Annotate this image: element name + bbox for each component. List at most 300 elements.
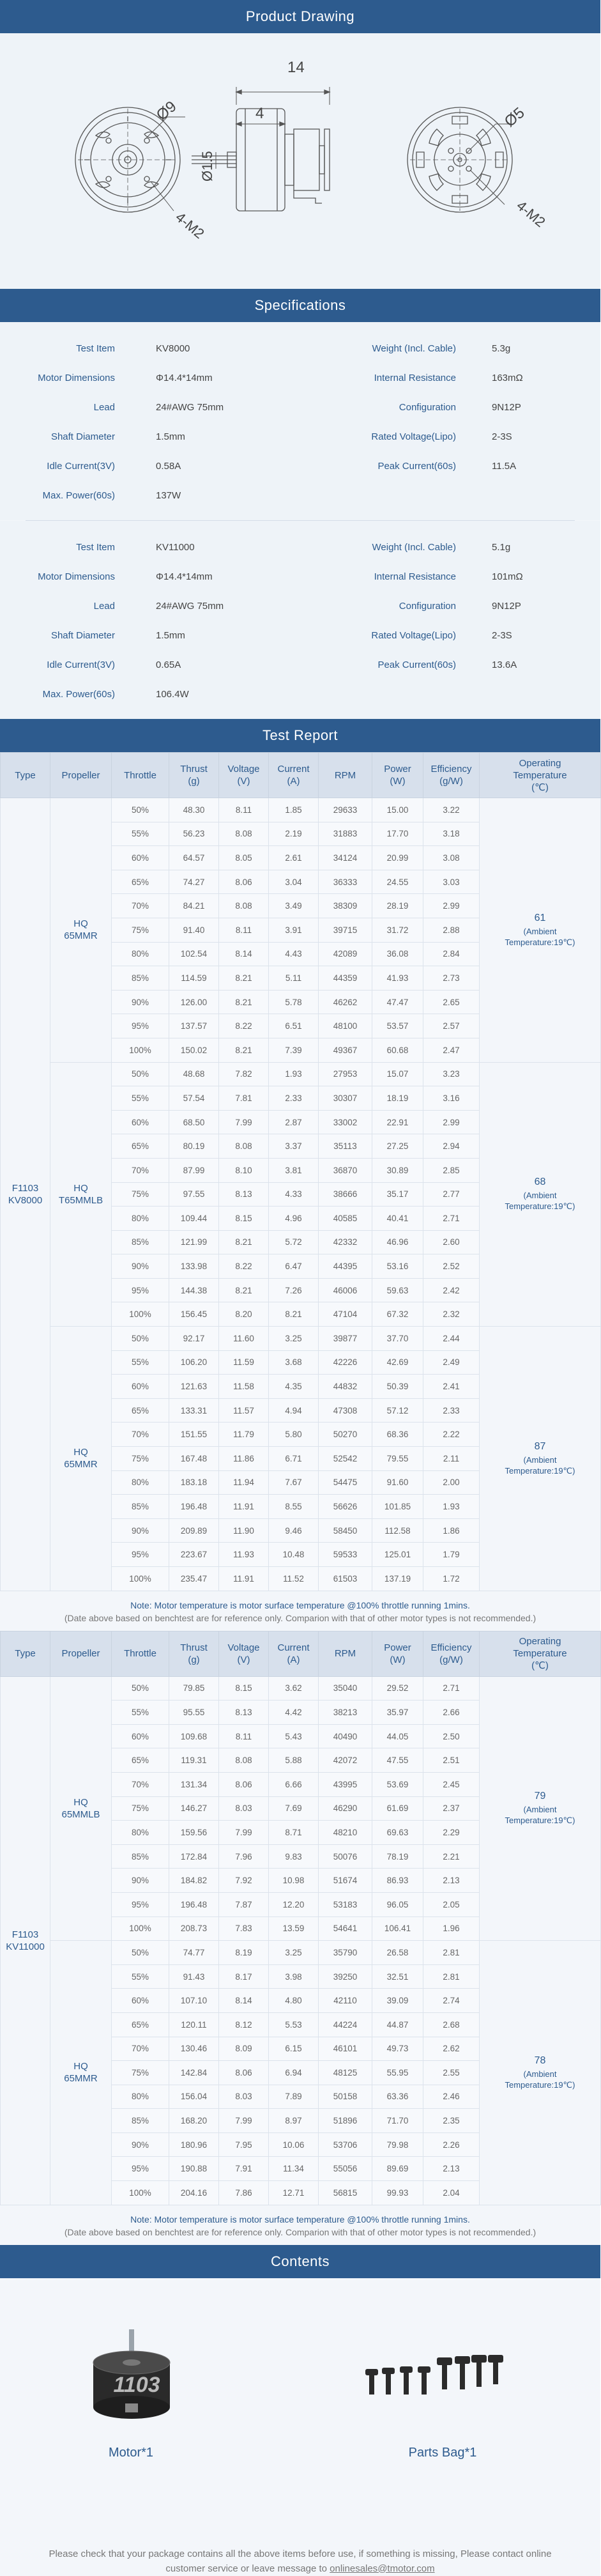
data-cell: 8.17 bbox=[219, 1964, 269, 1989]
data-cell: 1.93 bbox=[423, 1495, 480, 1519]
data-cell: 36.08 bbox=[372, 942, 423, 966]
data-cell: 47.55 bbox=[372, 1748, 423, 1773]
data-cell: 2.77 bbox=[423, 1182, 480, 1207]
data-cell: 47104 bbox=[319, 1302, 372, 1327]
data-cell: 7.39 bbox=[269, 1038, 319, 1062]
data-cell: 35113 bbox=[319, 1134, 372, 1159]
spec-key: Test Item bbox=[76, 541, 115, 553]
column-header: RPM bbox=[319, 1631, 372, 1676]
data-cell: 31.72 bbox=[372, 918, 423, 942]
data-cell: 8.15 bbox=[219, 1207, 269, 1231]
data-cell: 40585 bbox=[319, 1207, 372, 1231]
data-cell: 1.79 bbox=[423, 1543, 480, 1567]
data-cell: 7.82 bbox=[219, 1062, 269, 1086]
data-cell: 69.63 bbox=[372, 1821, 423, 1845]
data-cell: 60.68 bbox=[372, 1038, 423, 1062]
data-cell: 80% bbox=[112, 1821, 169, 1845]
data-cell: 24.55 bbox=[372, 870, 423, 894]
data-cell: 4.35 bbox=[269, 1375, 319, 1399]
data-cell: 8.05 bbox=[219, 846, 269, 870]
data-cell: 101.85 bbox=[372, 1495, 423, 1519]
data-cell: 11.34 bbox=[269, 2157, 319, 2181]
data-cell: 74.77 bbox=[169, 1941, 219, 1965]
data-cell: 2.73 bbox=[423, 966, 480, 991]
data-cell: 54641 bbox=[319, 1917, 372, 1941]
data-cell: 96.05 bbox=[372, 1892, 423, 1917]
data-cell: 10.98 bbox=[269, 1869, 319, 1893]
data-cell: 5.88 bbox=[269, 1748, 319, 1773]
column-header: Propeller bbox=[50, 753, 112, 798]
data-cell: 38666 bbox=[319, 1182, 372, 1207]
data-cell: 8.14 bbox=[219, 1989, 269, 2013]
data-cell: 44224 bbox=[319, 2012, 372, 2037]
spec-value: 0.58A bbox=[156, 460, 181, 472]
data-cell: 2.21 bbox=[423, 1844, 480, 1869]
data-cell: 2.65 bbox=[423, 990, 480, 1014]
data-cell: 91.60 bbox=[372, 1470, 423, 1495]
data-cell: 80.19 bbox=[169, 1134, 219, 1159]
spec-value: KV11000 bbox=[156, 541, 195, 553]
data-cell: 50% bbox=[112, 1941, 169, 1965]
data-cell: 126.00 bbox=[169, 990, 219, 1014]
spec-row bbox=[0, 591, 600, 621]
data-cell: 172.84 bbox=[169, 1844, 219, 1869]
data-cell: 42089 bbox=[319, 942, 372, 966]
spec-value: 137W bbox=[156, 490, 181, 501]
data-cell: 3.81 bbox=[269, 1158, 319, 1182]
table-row bbox=[1, 798, 601, 822]
table-row bbox=[1, 1062, 601, 1086]
data-cell: 1.86 bbox=[423, 1518, 480, 1543]
test-note-line2: (Date above based on benchtest are for reference only. Comparion with that of other motor types is not recommended.) bbox=[64, 1612, 536, 1623]
data-cell: 3.03 bbox=[423, 870, 480, 894]
data-cell: 2.62 bbox=[423, 2037, 480, 2061]
data-cell: 79.85 bbox=[169, 1676, 219, 1701]
data-cell: 85% bbox=[112, 966, 169, 991]
spec-key: Idle Current(3V) bbox=[47, 659, 115, 670]
data-cell: 95% bbox=[112, 1543, 169, 1567]
data-cell: 184.82 bbox=[169, 1869, 219, 1893]
data-cell: 22.91 bbox=[372, 1110, 423, 1134]
dim-label-d1-5: Ø1.5 bbox=[199, 151, 215, 181]
column-header: Efficiency (g/W) bbox=[423, 1631, 480, 1676]
test-note-line2: (Date above based on benchtest are for reference only. Comparion with that of other motor types is not recommended.) bbox=[64, 2226, 536, 2237]
data-cell: 79.98 bbox=[372, 2133, 423, 2157]
data-cell: 59533 bbox=[319, 1543, 372, 1567]
data-cell: 42332 bbox=[319, 1230, 372, 1254]
data-cell: 100% bbox=[112, 2181, 169, 2205]
data-cell: 74.27 bbox=[169, 870, 219, 894]
test-note-line1: Note: Motor temperature is motor surface temperature @100% throttle running 1mins. bbox=[130, 2214, 470, 2225]
data-cell: 100% bbox=[112, 1302, 169, 1327]
data-cell: 27953 bbox=[319, 1062, 372, 1086]
data-cell: 3.98 bbox=[269, 1964, 319, 1989]
data-cell: 35.97 bbox=[372, 1701, 423, 1725]
data-cell: 35790 bbox=[319, 1941, 372, 1965]
data-cell: 130.46 bbox=[169, 2037, 219, 2061]
data-cell: 38213 bbox=[319, 1701, 372, 1725]
data-cell: 2.46 bbox=[423, 2085, 480, 2109]
data-cell: 95% bbox=[112, 1014, 169, 1038]
data-cell: 52542 bbox=[319, 1447, 372, 1471]
data-cell: 2.29 bbox=[423, 1821, 480, 1845]
data-cell: 42.69 bbox=[372, 1350, 423, 1375]
spec-row bbox=[0, 334, 600, 363]
data-cell: 8.21 bbox=[219, 966, 269, 991]
data-cell: 2.33 bbox=[423, 1398, 480, 1423]
data-cell: 5.80 bbox=[269, 1423, 319, 1447]
test-note bbox=[0, 2205, 600, 2245]
motor-type-cell: F1103 KV11000 bbox=[1, 1676, 50, 2205]
spec-key: Idle Current(3V) bbox=[47, 460, 115, 472]
data-cell: 121.99 bbox=[169, 1230, 219, 1254]
data-cell: 7.99 bbox=[219, 2109, 269, 2133]
data-cell: 150.02 bbox=[169, 1038, 219, 1062]
data-cell: 36870 bbox=[319, 1158, 372, 1182]
data-cell: 3.08 bbox=[423, 846, 480, 870]
ambient-note: (Ambient Temperature:19℃) bbox=[505, 1454, 575, 1476]
data-cell: 85% bbox=[112, 1230, 169, 1254]
data-cell: 109.44 bbox=[169, 1207, 219, 1231]
column-header: Type bbox=[1, 753, 50, 798]
spec-value: Φ14.4*14mm bbox=[156, 571, 213, 582]
data-cell: 60% bbox=[112, 1110, 169, 1134]
data-cell: 56815 bbox=[319, 2181, 372, 2205]
data-cell: 11.91 bbox=[219, 1567, 269, 1591]
temperature-value: 79 bbox=[534, 1791, 546, 1802]
data-cell: 48125 bbox=[319, 2061, 372, 2085]
data-cell: 6.47 bbox=[269, 1254, 319, 1279]
data-cell: 12.20 bbox=[269, 1892, 319, 1917]
data-cell: 109.68 bbox=[169, 1724, 219, 1748]
data-cell: 2.99 bbox=[423, 1110, 480, 1134]
column-header: RPM bbox=[319, 753, 372, 798]
data-cell: 17.70 bbox=[372, 822, 423, 846]
column-header: Operating Temperature (℃) bbox=[480, 753, 601, 798]
data-cell: 30307 bbox=[319, 1086, 372, 1111]
data-cell: 70% bbox=[112, 1772, 169, 1796]
spec-key: Shaft Diameter bbox=[50, 431, 115, 442]
spec-key: Shaft Diameter bbox=[50, 629, 115, 641]
data-cell: 8.20 bbox=[219, 1302, 269, 1327]
column-header: Throttle bbox=[112, 753, 169, 798]
data-cell: 39715 bbox=[319, 918, 372, 942]
data-cell: 75% bbox=[112, 1447, 169, 1471]
spec-row bbox=[0, 532, 600, 562]
data-cell: 48.30 bbox=[169, 798, 219, 822]
data-cell: 3.25 bbox=[269, 1327, 319, 1351]
data-cell: 91.40 bbox=[169, 918, 219, 942]
data-cell: 44395 bbox=[319, 1254, 372, 1279]
data-cell: 8.11 bbox=[219, 798, 269, 822]
spec-key: Lead bbox=[93, 401, 115, 413]
data-cell: 60% bbox=[112, 846, 169, 870]
spec-value: 9N12P bbox=[492, 401, 521, 413]
data-cell: 8.08 bbox=[219, 1748, 269, 1773]
data-cell: 6.51 bbox=[269, 1014, 319, 1038]
temperature-cell bbox=[480, 1327, 601, 1591]
column-header: Thrust (g) bbox=[169, 1631, 219, 1676]
data-cell: 125.01 bbox=[372, 1543, 423, 1567]
data-cell: 80% bbox=[112, 942, 169, 966]
spec-value: 9N12P bbox=[492, 600, 521, 612]
parts-bag-label: Parts Bag*1 bbox=[408, 2445, 477, 2460]
data-cell: 2.94 bbox=[423, 1134, 480, 1159]
data-cell: 51896 bbox=[319, 2109, 372, 2133]
temperature-value: 78 bbox=[534, 2055, 546, 2066]
data-cell: 100% bbox=[112, 1567, 169, 1591]
data-cell: 91.43 bbox=[169, 1964, 219, 1989]
data-cell: 4.96 bbox=[269, 1207, 319, 1231]
spec-value: Φ14.4*14mm bbox=[156, 372, 213, 383]
temperature-cell bbox=[480, 1676, 601, 1941]
data-cell: 5.53 bbox=[269, 2012, 319, 2037]
data-cell: 15.00 bbox=[372, 798, 423, 822]
data-cell: 7.89 bbox=[269, 2085, 319, 2109]
data-cell: 2.61 bbox=[269, 846, 319, 870]
data-cell: 59.63 bbox=[372, 1278, 423, 1302]
data-cell: 2.00 bbox=[423, 1470, 480, 1495]
data-cell: 8.13 bbox=[219, 1701, 269, 1725]
spec-key: Weight (Incl. Cable) bbox=[372, 343, 456, 354]
spec-key: Rated Voltage(Lipo) bbox=[371, 431, 456, 442]
data-cell: 90% bbox=[112, 1254, 169, 1279]
data-cell: 61.69 bbox=[372, 1796, 423, 1821]
data-cell: 156.04 bbox=[169, 2085, 219, 2109]
data-cell: 142.84 bbox=[169, 2061, 219, 2085]
data-cell: 34124 bbox=[319, 846, 372, 870]
data-cell: 8.11 bbox=[219, 918, 269, 942]
table-row bbox=[1, 1941, 601, 1965]
data-cell: 7.67 bbox=[269, 1470, 319, 1495]
data-cell: 2.47 bbox=[423, 1038, 480, 1062]
data-cell: 208.73 bbox=[169, 1917, 219, 1941]
data-cell: 6.66 bbox=[269, 1772, 319, 1796]
dim-label-4m2-left: 4-M2 bbox=[172, 208, 208, 242]
data-cell: 121.63 bbox=[169, 1375, 219, 1399]
spec-row bbox=[0, 679, 600, 709]
data-cell: 144.38 bbox=[169, 1278, 219, 1302]
spec-value: 5.3g bbox=[492, 343, 511, 354]
motor-bottom-view bbox=[75, 107, 185, 212]
column-header: Power (W) bbox=[372, 1631, 423, 1676]
data-cell: 2.88 bbox=[423, 918, 480, 942]
data-cell: 2.81 bbox=[423, 1964, 480, 1989]
spec-key: Weight (Incl. Cable) bbox=[372, 541, 456, 553]
data-cell: 36333 bbox=[319, 870, 372, 894]
data-cell: 86.93 bbox=[372, 1869, 423, 1893]
data-cell: 8.15 bbox=[219, 1676, 269, 1701]
data-cell: 2.49 bbox=[423, 1350, 480, 1375]
dim-label-4m2-right: 4-M2 bbox=[514, 197, 549, 231]
data-cell: 90% bbox=[112, 1869, 169, 1893]
data-cell: 2.42 bbox=[423, 1278, 480, 1302]
data-cell: 2.85 bbox=[423, 1158, 480, 1182]
data-cell: 27.25 bbox=[372, 1134, 423, 1159]
data-cell: 47.47 bbox=[372, 990, 423, 1014]
test-note bbox=[0, 1591, 600, 1631]
data-cell: 137.19 bbox=[372, 1567, 423, 1591]
spec-value: 106.4W bbox=[156, 688, 189, 700]
data-cell: 100% bbox=[112, 1917, 169, 1941]
data-cell: 89.69 bbox=[372, 2157, 423, 2181]
data-cell: 65% bbox=[112, 870, 169, 894]
data-cell: 180.96 bbox=[169, 2133, 219, 2157]
data-cell: 47308 bbox=[319, 1398, 372, 1423]
data-cell: 67.32 bbox=[372, 1302, 423, 1327]
data-cell: 70% bbox=[112, 894, 169, 918]
data-cell: 40490 bbox=[319, 1724, 372, 1748]
spec-row bbox=[0, 422, 600, 451]
dim-label-14: 14 bbox=[287, 59, 305, 76]
data-cell: 2.51 bbox=[423, 1748, 480, 1773]
data-cell: 7.99 bbox=[219, 1110, 269, 1134]
data-cell: 119.31 bbox=[169, 1748, 219, 1773]
data-cell: 5.43 bbox=[269, 1724, 319, 1748]
data-cell: 44.05 bbox=[372, 1724, 423, 1748]
data-cell: 49367 bbox=[319, 1038, 372, 1062]
data-cell: 3.23 bbox=[423, 1062, 480, 1086]
column-header: Operating Temperature (℃) bbox=[480, 1631, 601, 1676]
ambient-note: (Ambient Temperature:19℃) bbox=[505, 2069, 575, 2090]
data-cell: 8.03 bbox=[219, 1796, 269, 1821]
data-cell: 2.32 bbox=[423, 1302, 480, 1327]
column-header: Throttle bbox=[112, 1631, 169, 1676]
data-cell: 41.93 bbox=[372, 966, 423, 991]
data-cell: 95% bbox=[112, 1278, 169, 1302]
data-cell: 8.08 bbox=[219, 1134, 269, 1159]
spec-key: Internal Resistance bbox=[374, 372, 456, 383]
parts-bag-image bbox=[365, 2355, 503, 2395]
data-cell: 70% bbox=[112, 1423, 169, 1447]
data-cell: 13.59 bbox=[269, 1917, 319, 1941]
data-cell: 35040 bbox=[319, 1676, 372, 1701]
motor-type-cell: F1103 KV8000 bbox=[1, 798, 50, 1591]
spec-value: 101mΩ bbox=[492, 571, 523, 582]
test-note-line1: Note: Motor temperature is motor surface temperature @100% throttle running 1mins. bbox=[130, 1600, 470, 1610]
footer-text-line1: Please check that your package contains all the above items before use, if something is missing, Please contact online bbox=[49, 2548, 552, 2559]
spec-value: KV8000 bbox=[156, 343, 190, 354]
data-cell: 4.94 bbox=[269, 1398, 319, 1423]
data-cell: 65% bbox=[112, 1748, 169, 1773]
data-cell: 10.06 bbox=[269, 2133, 319, 2157]
data-cell: 28.19 bbox=[372, 894, 423, 918]
spec-value: 24#AWG 75mm bbox=[156, 600, 224, 612]
data-cell: 3.62 bbox=[269, 1676, 319, 1701]
data-cell: 107.10 bbox=[169, 1989, 219, 2013]
data-cell: 70% bbox=[112, 2037, 169, 2061]
data-cell: 35.17 bbox=[372, 1182, 423, 1207]
data-cell: 2.05 bbox=[423, 1892, 480, 1917]
data-cell: 2.26 bbox=[423, 2133, 480, 2157]
column-header: Propeller bbox=[50, 1631, 112, 1676]
spec-value: 163mΩ bbox=[492, 372, 523, 383]
data-cell: 48210 bbox=[319, 1821, 372, 1845]
dim-label-d5: Ø5 bbox=[501, 104, 528, 131]
package-contents bbox=[0, 2278, 600, 2534]
data-cell: 79.55 bbox=[372, 1447, 423, 1471]
data-cell: 7.69 bbox=[269, 1796, 319, 1821]
spec-key: Internal Resistance bbox=[374, 571, 456, 582]
contact-email-link[interactable]: onlinesales@tmotor.com bbox=[330, 2563, 435, 2574]
column-header: Voltage (V) bbox=[219, 1631, 269, 1676]
data-cell: 7.87 bbox=[219, 1892, 269, 1917]
data-cell: 4.43 bbox=[269, 942, 319, 966]
spec-value: 2-3S bbox=[492, 629, 512, 641]
spec-key: Configuration bbox=[399, 401, 456, 413]
table-row bbox=[1, 1327, 601, 1351]
data-cell: 92.17 bbox=[169, 1327, 219, 1351]
data-cell: 8.19 bbox=[219, 1941, 269, 1965]
data-cell: 75% bbox=[112, 2061, 169, 2085]
data-cell: 33002 bbox=[319, 1110, 372, 1134]
data-cell: 42072 bbox=[319, 1748, 372, 1773]
data-cell: 204.16 bbox=[169, 2181, 219, 2205]
propeller-cell: HQ 65MMR bbox=[50, 798, 112, 1063]
data-cell: 44832 bbox=[319, 1375, 372, 1399]
data-cell: 6.71 bbox=[269, 1447, 319, 1471]
spec-row bbox=[0, 392, 600, 422]
test-table bbox=[0, 1631, 601, 2205]
data-cell: 50.39 bbox=[372, 1375, 423, 1399]
data-cell: 8.55 bbox=[269, 1495, 319, 1519]
spec-key: Configuration bbox=[399, 600, 456, 612]
data-cell: 68.36 bbox=[372, 1423, 423, 1447]
data-cell: 7.81 bbox=[219, 1086, 269, 1111]
data-cell: 65% bbox=[112, 1398, 169, 1423]
data-cell: 18.19 bbox=[372, 1086, 423, 1111]
data-cell: 55056 bbox=[319, 2157, 372, 2181]
temperature-cell bbox=[480, 1062, 601, 1327]
data-cell: 55% bbox=[112, 822, 169, 846]
data-cell: 55% bbox=[112, 1350, 169, 1375]
data-cell: 120.11 bbox=[169, 2012, 219, 2037]
data-cell: 56626 bbox=[319, 1495, 372, 1519]
spec-value: 13.6A bbox=[492, 659, 517, 670]
data-cell: 63.36 bbox=[372, 2085, 423, 2109]
spec-key: Test Item bbox=[76, 343, 115, 354]
section-header-specifications: Specifications bbox=[0, 289, 600, 322]
data-cell: 4.42 bbox=[269, 1701, 319, 1725]
data-cell: 3.68 bbox=[269, 1350, 319, 1375]
data-cell: 8.21 bbox=[219, 1278, 269, 1302]
data-cell: 106.41 bbox=[372, 1917, 423, 1941]
data-cell: 2.71 bbox=[423, 1207, 480, 1231]
data-cell: 2.81 bbox=[423, 1941, 480, 1965]
data-cell: 190.88 bbox=[169, 2157, 219, 2181]
propeller-cell: HQ 65MMR bbox=[50, 1327, 112, 1591]
data-cell: 196.48 bbox=[169, 1495, 219, 1519]
data-cell: 55% bbox=[112, 1086, 169, 1111]
data-cell: 8.21 bbox=[269, 1302, 319, 1327]
data-cell: 1.93 bbox=[269, 1062, 319, 1086]
data-cell: 8.06 bbox=[219, 1772, 269, 1796]
ambient-note: (Ambient Temperature:19℃) bbox=[505, 1805, 575, 1826]
data-cell: 2.71 bbox=[423, 1676, 480, 1701]
data-cell: 50% bbox=[112, 1676, 169, 1701]
data-cell: 68.50 bbox=[169, 1110, 219, 1134]
data-cell: 2.66 bbox=[423, 1701, 480, 1725]
data-cell: 1.72 bbox=[423, 1567, 480, 1591]
data-cell: 5.72 bbox=[269, 1230, 319, 1254]
data-cell: 10.48 bbox=[269, 1543, 319, 1567]
data-cell: 42110 bbox=[319, 1989, 372, 2013]
data-cell: 40.41 bbox=[372, 1207, 423, 1231]
data-cell: 95.55 bbox=[169, 1701, 219, 1725]
data-cell: 151.55 bbox=[169, 1423, 219, 1447]
spec-row bbox=[0, 481, 600, 510]
data-cell: 167.48 bbox=[169, 1447, 219, 1471]
